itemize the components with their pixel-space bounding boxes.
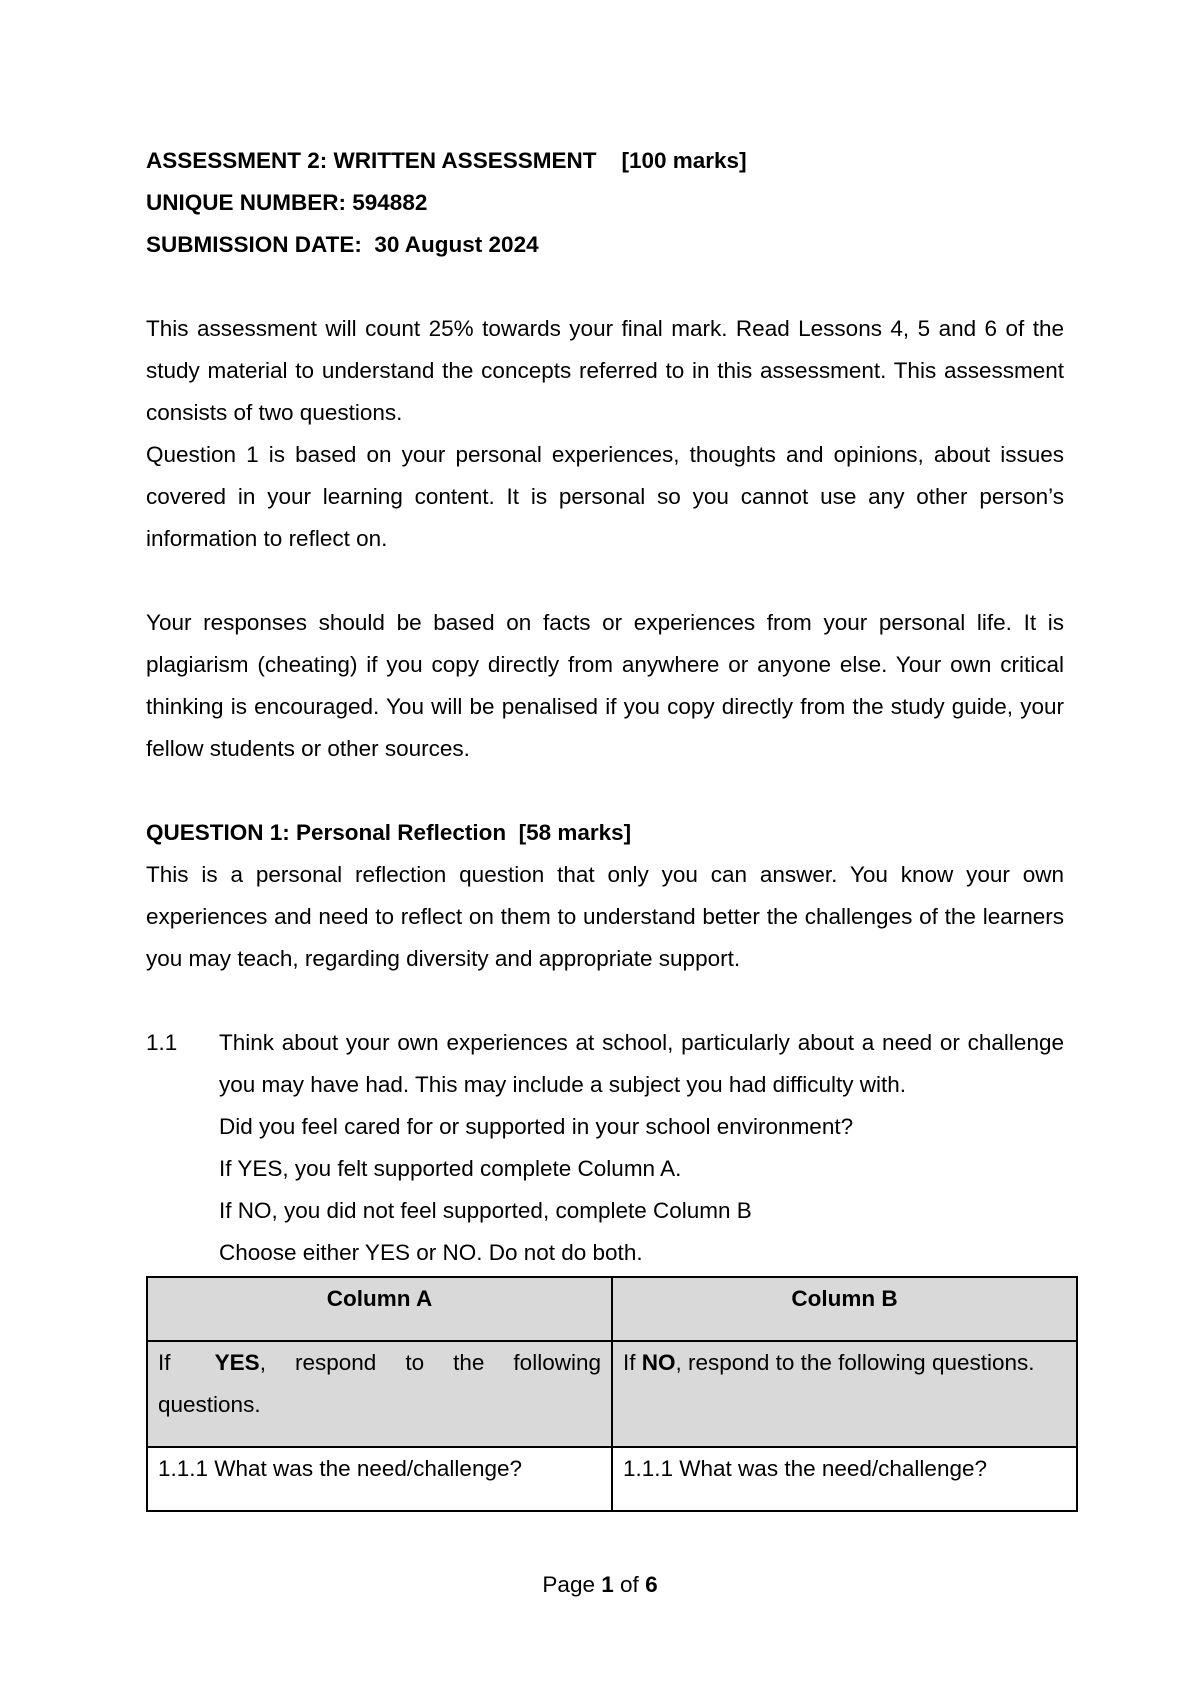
column-b-header: Column B — [612, 1277, 1077, 1341]
column-a-instruction-text: , respond to the following questions. — [158, 1350, 601, 1417]
column-b-instruction-text: , respond to the following questions. — [675, 1350, 1035, 1375]
spacer — [146, 980, 1064, 1022]
page-of-label: of — [620, 1572, 639, 1597]
intro-paragraph-2: Question 1 is based on your personal experiences, thoughts and opinions, about issues covered in your learning content. It is personal so you cannot use any other person’s information to reflect on. — [146, 442, 1064, 551]
unique-number-line — [146, 182, 1064, 224]
page-content — [146, 140, 1064, 1512]
table-header-row — [147, 1277, 1077, 1341]
sub-question-line-5: Choose either YES or NO. Do not do both. — [219, 1240, 643, 1265]
intro-paragraph-1: This assessment will count 25% towards your final mark. Read Lessons 4, 5 and 6 of the study material to understand the concepts referred to in this assessment. This assessment consists of two questions. — [146, 316, 1064, 425]
sub-question-line-4: If NO, you did not feel supported, complete Column B — [219, 1198, 752, 1223]
question-1-marks: [58 marks] — [518, 820, 632, 845]
spacer — [146, 560, 1064, 602]
table-instruction-row — [147, 1341, 1077, 1447]
column-b-keyword: NO — [641, 1350, 676, 1375]
column-a-if: If — [158, 1350, 171, 1375]
sub-question-line-3: If YES, you felt supported complete Column A. — [219, 1156, 682, 1181]
question-1-heading-line — [146, 812, 1064, 854]
spacer — [146, 266, 1064, 308]
column-b-question-1-1-1: 1.1.1 What was the need/challenge? — [612, 1447, 1077, 1511]
column-a-question-1-1-1: 1.1.1 What was the need/challenge? — [147, 1447, 612, 1511]
submission-date-value: 30 August 2024 — [374, 232, 539, 257]
table-row — [147, 1447, 1077, 1511]
column-a-instruction — [147, 1341, 612, 1447]
page-label: Page — [542, 1572, 595, 1597]
column-b-instruction — [612, 1341, 1077, 1447]
sub-question-line-2: Did you feel cared for or supported in your school environment? — [219, 1114, 854, 1139]
unique-number-value: 594882 — [352, 190, 428, 215]
column-a-keyword: YES — [214, 1350, 260, 1375]
sub-question-line-1: Think about your own experiences at school, particularly about a need or challenge you may have had. This may include a subject you had difficulty with. — [219, 1030, 1064, 1097]
spacer — [146, 770, 1064, 812]
sub-question-number: 1.1 — [146, 1030, 178, 1055]
unique-number-label: UNIQUE NUMBER: — [146, 190, 346, 215]
submission-date-label: SUBMISSION DATE: — [146, 232, 362, 257]
assessment-marks: [100 marks] — [621, 148, 747, 173]
page-total: 6 — [645, 1572, 658, 1597]
assessment-title-line — [146, 140, 1064, 182]
page-footer — [0, 1572, 1200, 1598]
column-b-if: If — [623, 1350, 636, 1375]
question-1-heading: QUESTION 1: Personal Reflection — [146, 820, 507, 845]
column-a-header: Column A — [147, 1277, 612, 1341]
intro-paragraph-3: Your responses should be based on facts or experiences from your personal life. It is plagiarism (cheating) if you copy directly from anywhere or anyone else. Your own critical thinking is encouraged. You will be penalised if you copy directly from the study guide, your fellow students or other sources. — [146, 610, 1064, 761]
sub-question-body — [219, 1022, 1064, 1274]
response-columns-table — [146, 1276, 1078, 1512]
assessment-title: ASSESSMENT 2: WRITTEN ASSESSMENT — [146, 148, 597, 173]
sub-question-1-1 — [146, 1022, 1064, 1274]
question-1-description: This is a personal reflection question that only you can answer. You know your own experiences and need to reflect on them to understand better the challenges of the learners you may teach, regarding diversity and appropriate support. — [146, 862, 1064, 971]
page-current: 1 — [601, 1572, 614, 1597]
submission-date-line — [146, 224, 1064, 266]
